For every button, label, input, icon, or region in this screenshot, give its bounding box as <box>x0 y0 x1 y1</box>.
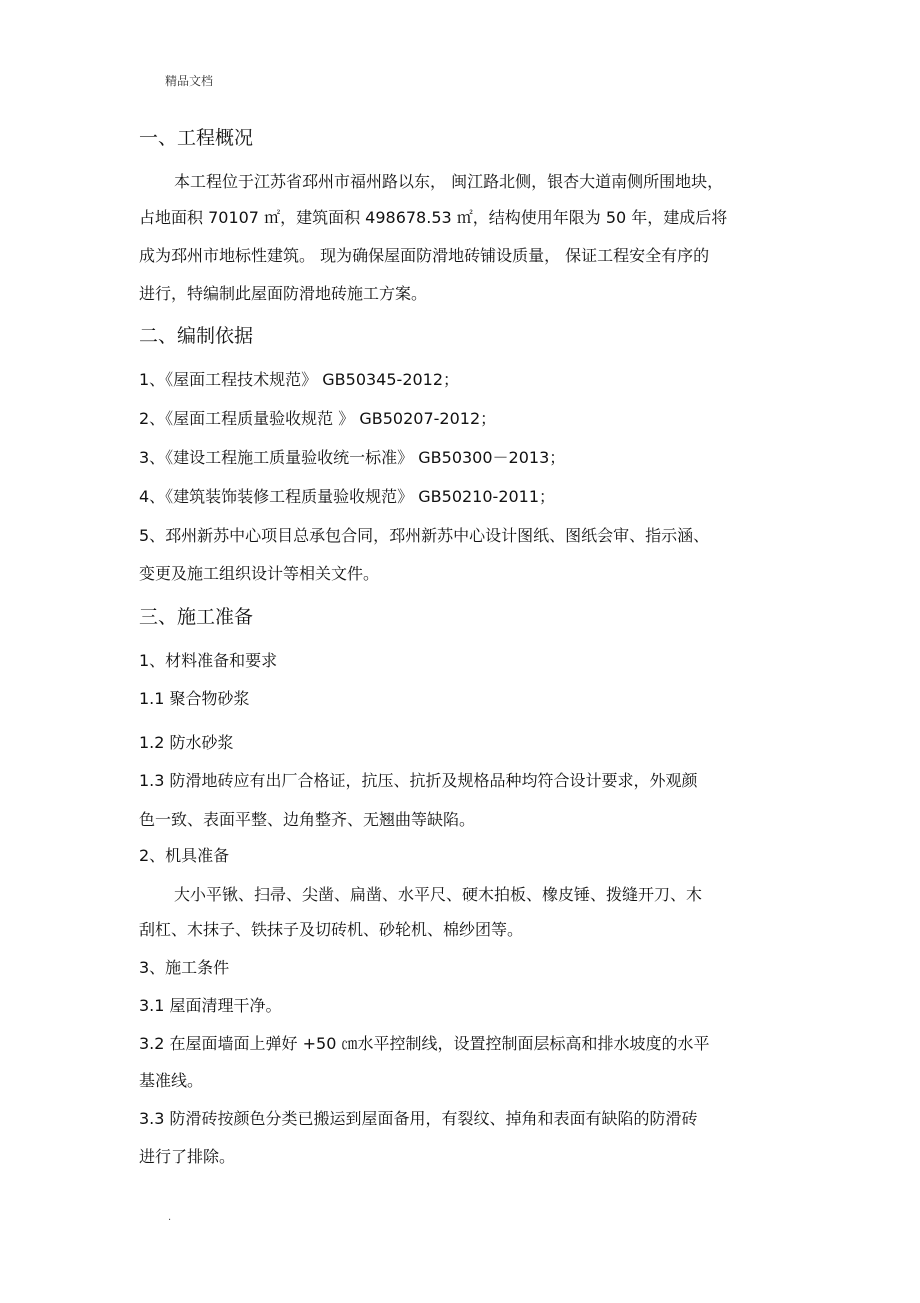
paragraph-line: 本工程位于江苏省邳州市福州路以东， 闽江路北侧，银杏大道南侧所围地块， <box>174 172 724 191</box>
list-item: 3.3 防滑砖按颜色分类已搬运到屋面备用，有裂纹、掉角和表面有缺陷的防滑砖 <box>139 1109 698 1128</box>
section-heading: 三、施工准备 <box>139 606 254 628</box>
paragraph-line: 占地面积 70107 ㎡，建筑面积 498678.53 ㎡，结构使用年限为 50 年，建成后将 <box>139 208 728 227</box>
list-item: 3.1 屋面清理干净。 <box>139 996 282 1015</box>
paragraph-line: 刮杠、木抹子、铁抹子及切砖机、砂轮机、棉纱团等。 <box>139 920 524 939</box>
list-item: 5、邳州新苏中心项目总承包合同，邳州新苏中心设计图纸、图纸会审、指示涵、 <box>139 526 710 545</box>
header-note: 精品文档 <box>165 74 214 88</box>
paragraph-line: 成为邳州市地标性建筑。 现为确保屋面防滑地砖铺设质量， 保证工程安全有序的 <box>139 246 710 265</box>
section-heading: 一、工程概况 <box>139 127 254 149</box>
subheading: 1、材料准备和要求 <box>139 651 278 670</box>
footer-mark: . <box>168 1212 172 1223</box>
list-item: 2、《屋面工程质量验收规范 》 GB50207-2012； <box>139 409 497 428</box>
list-item: 1.3 防滑地砖应有出厂合格证，抗压、抗折及规格品种均符合设计要求，外观颜 <box>139 771 698 790</box>
paragraph-line: 大小平锹、扫帚、尖凿、扁凿、水平尺、硬木拍板、橡皮锤、拨缝开刀、木 <box>174 885 703 904</box>
list-item: 1、《屋面工程技术规范》 GB50345-2012； <box>139 370 460 389</box>
list-item: 4、《建筑装饰装修工程质量验收规范》 GB50210-2011； <box>139 487 556 506</box>
list-item: 基准线。 <box>139 1071 204 1090</box>
list-item: 进行了排除。 <box>139 1147 236 1166</box>
list-item: 3、《建设工程施工质量验收统一标准》 GB50300－2013； <box>139 448 566 467</box>
subheading: 3、施工条件 <box>139 958 230 977</box>
section-heading: 二、编制依据 <box>139 325 254 347</box>
list-item: 1.1 聚合物砂浆 <box>139 689 250 708</box>
subheading: 2、机具准备 <box>139 846 230 865</box>
list-item: 1.2 防水砂浆 <box>139 733 234 752</box>
list-item: 3.2 在屋面墙面上弹好 +50 ㎝水平控制线，设置控制面层标高和排水坡度的水平 <box>139 1034 710 1053</box>
list-item: 变更及施工组织设计等相关文件。 <box>139 564 380 583</box>
paragraph-line: 进行，特编制此屋面防滑地砖施工方案。 <box>139 284 428 303</box>
list-item: 色一致、表面平整、边角整齐、无翘曲等缺陷。 <box>139 810 476 829</box>
